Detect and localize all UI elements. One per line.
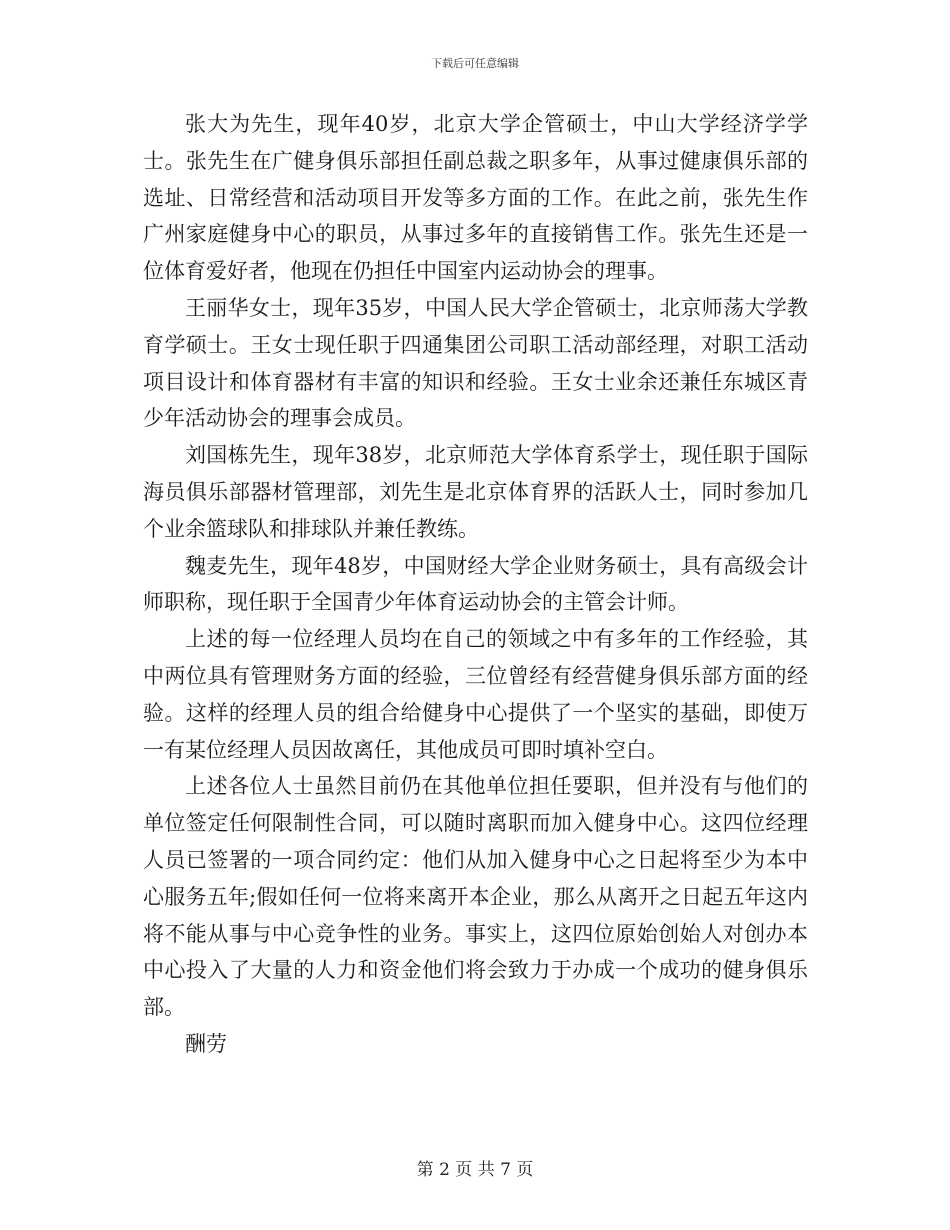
paragraph-liu: 刘国栋先生，现年38岁，北京师范大学体育系学士，现任职于国际海员俱乐部器材管理部，刘先生是北京体育界的活跃人士，同时参加几个业余篮球队和排球队并兼任教练。 xyxy=(143,443,808,541)
paragraph-wang: 王丽华女士，现年35岁，中国人民大学企管硕士，北京师荡大学教育学硕士。王女士现任职于四通集团公司职工活动部经理，对职工活动项目设计和体育器材有丰富的知识和经验。王女士业余还兼任东城区青少年活动协会的理事会成员。 xyxy=(143,295,808,431)
section-heading-compensation: 酬劳 xyxy=(185,1031,227,1056)
document-body xyxy=(143,106,808,1063)
paragraph-contract: 上述各位人士虽然目前仍在其他单位担任要职，但并没有与他们的单位签定任何限制性合同，可以随时离职而加入健身中心。这四位经理人员已签署的一项合同约定：他们从加入健身中心之日起将至少为本中心服务五年;假如任何一位将来离开本企业，那么从离开之日起五年这内将不能从事与中心竞争性的业务。事实上，这四位原始创始人对创办本中心投入了大量的人力和资金他们将会致力于办成一个成功的健身俱乐部。 xyxy=(143,774,808,1020)
paragraph-wei: 魏麦先生，现年48岁，中国财经大学企业财务硕士，具有高级会计师职称，现任职于全国青少年体育运动协会的主管会计师。 xyxy=(143,553,808,615)
paragraph-experience: 上述的每一位经理人员均在自己的领域之中有多年的工作经验，其中两位具有管理财务方面的经验，三位曾经有经营健身俱乐部方面的经验。这样的经理人员的组合给健身中心提供了一个坚实的基础，即使万一有某位经理人员因故离任，其他成员可即时填补空白。 xyxy=(143,627,808,762)
page-footer: 第 2 页 共 7 页 xyxy=(416,1160,534,1180)
page-header: 下载后可任意编辑 xyxy=(431,57,519,70)
paragraph-zhang: 张大为先生，现年40岁，北京大学企管硕士，中山大学经济学学士。张先生在广健身俱乐部担任副总裁之职多年，从事过健康俱乐部的选址、日常经营和活动项目开发等多方面的工作。在此之前，张先生作广州家庭健身中心的职员，从事过多年的直接销售工作。张先生还是一位体育爱好者，他现在仍担任中国室内运动协会的理事。 xyxy=(143,112,808,284)
